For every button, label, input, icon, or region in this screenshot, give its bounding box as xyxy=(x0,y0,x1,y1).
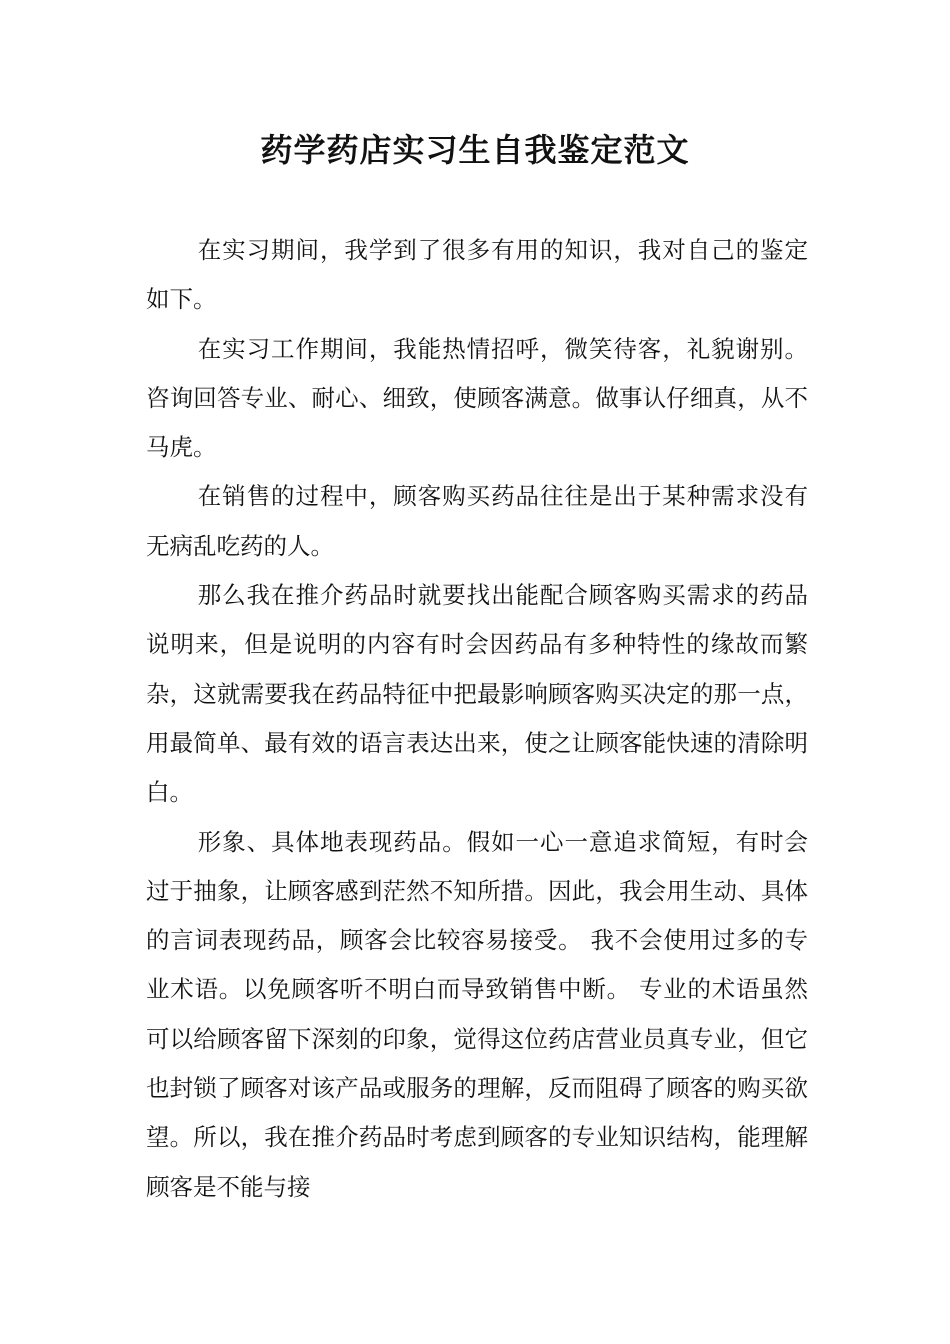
document-body xyxy=(146,226,808,1212)
paragraph: 在实习期间，我学到了很多有用的知识，我对自己的鉴定如下。 xyxy=(146,236,808,314)
paragraph: 那么我在推介药品时就要找出能配合顾客购买需求的药品说明来，但是说明的内容有时会因药品有多种特性的缘故而繁杂，这就需要我在药品特征中把最影响顾客购买决定的那一点，用最简单、最有效的语言表达出来，使之让顾客能快速的清除明白。 xyxy=(146,581,808,807)
document-title: 药学药店实习生自我鉴定范文 xyxy=(260,131,690,169)
paragraph: 形象、具体地表现药品。假如一心一意追求简短，有时会过于抽象，让顾客感到茫然不知所措。因此，我会用生动、具体的言词表现药品，顾客会比较容易接受。 我不会使用过多的专业术语。以免顾客听不明白而导致销售中断。 专业的术语虽然可以给顾客留下深刻的印象，觉得这位药店营业员真专业，但它也封锁了顾客对该产品或服务的理解，反而阻碍了顾客的购买欲望。所以，我在推介药品时考虑到顾客的专业知识结构，能理解顾客是不能与接 xyxy=(146,827,808,1201)
paragraph: 在实习工作期间，我能热情招呼，微笑待客，礼貌谢别。咨询回答专业、耐心、细致，使顾客满意。做事认仔细真，从不马虎。 xyxy=(146,334,808,462)
paragraph: 在销售的过程中，顾客购买药品往往是出于某种需求没有无病乱吃药的人。 xyxy=(146,482,808,560)
